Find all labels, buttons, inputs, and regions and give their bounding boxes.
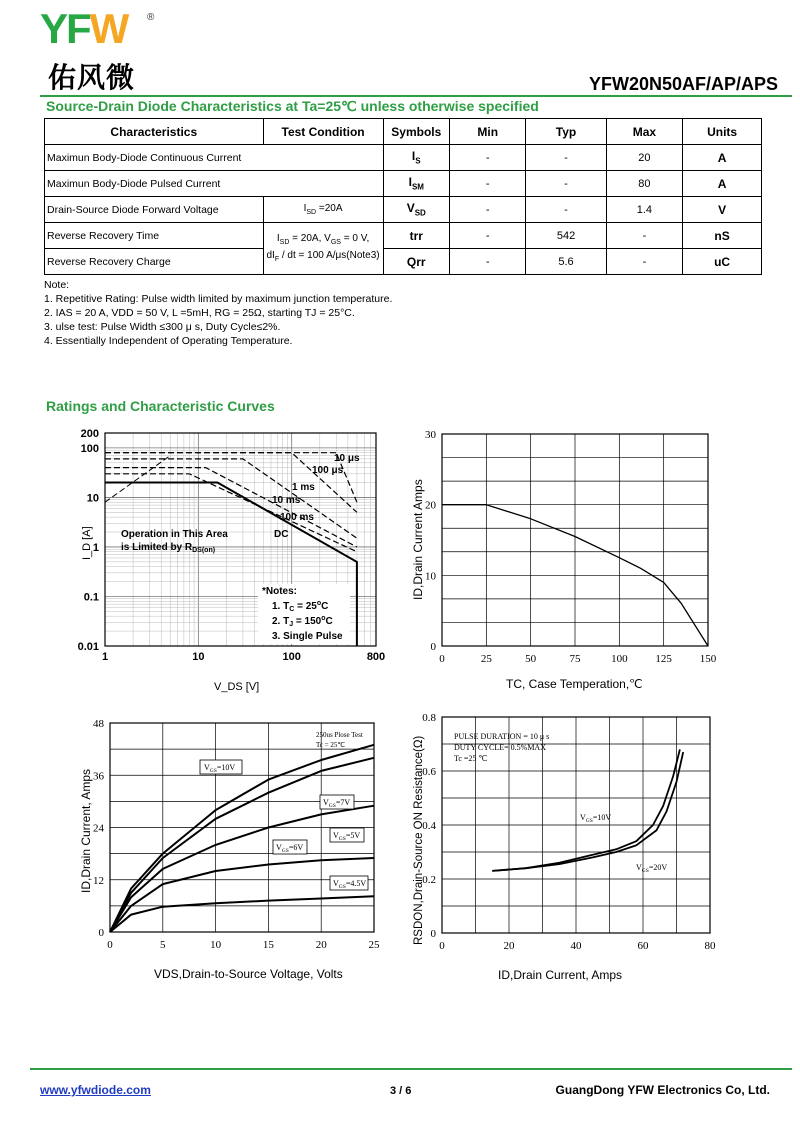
series-label: 1 ms — [292, 482, 315, 493]
soa-y-label: I_D [A] — [81, 526, 93, 560]
y-tick-label: 1 — [92, 541, 99, 554]
cell-unit: A — [683, 145, 762, 171]
cell-unit: nS — [683, 223, 762, 249]
soa-note-1: 1. $T_C = 25^oC$ — [272, 600, 329, 613]
series-label: 10 ms — [272, 495, 301, 506]
soa-notes-title: *Notes: — [262, 586, 298, 597]
cell-symbol: $V_{SD}$ — [383, 197, 449, 223]
x-tick-label: 10 — [210, 939, 222, 951]
x-tick-label: 75 — [569, 653, 581, 665]
x-tick-label: 100 — [282, 651, 301, 663]
x-tick-label: 25 — [480, 653, 492, 665]
cell-condition-merged: $I_{SD} = 20A$, $V_{GS} = 0$ V, $dI_F$ / dt = 100 A/μs(Note3) — [263, 223, 383, 275]
rdson-annotation-3: Tc =25 ℃ — [454, 754, 488, 763]
company-name: GuangDong YFW Electronics Co, Ltd. — [555, 1083, 770, 1097]
cell-characteristic: Maximun Body-Diode Continuous Current — [45, 145, 384, 171]
output-annotation-2: Tc = 25℃ — [316, 741, 346, 749]
x-tick-label: 0 — [439, 940, 445, 952]
rdson-x-label: ID,Drain Current, Amps — [498, 968, 623, 982]
website-link[interactable]: www.yfwdiode.com — [40, 1083, 151, 1097]
series-line — [492, 752, 683, 871]
soa-area-label-1: Operation in This Area — [121, 529, 228, 540]
output-x-label: VDS,Drain-to-Source Voltage, Volts — [154, 967, 343, 981]
y-tick-label: 0 — [98, 927, 104, 939]
x-tick-label: 20 — [503, 940, 515, 952]
cell-min: - — [449, 171, 525, 197]
col-header-test-condition: Test Condition — [263, 119, 383, 145]
notes-title: Note: — [44, 279, 70, 291]
part-number: YFW20N50AF/AP/APS — [588, 74, 778, 94]
y-tick-label: 0.6 — [422, 766, 436, 778]
cell-symbol: $I_S$ — [383, 145, 449, 171]
temp-x-label: TC, Case Temperation,℃ — [506, 677, 643, 691]
x-tick-label: 125 — [655, 653, 672, 665]
y-tick-label: 0.2 — [422, 874, 436, 886]
section-title-diode: Source-Drain Diode Characteristics at Ta=25℃ unless otherwise specified — [46, 98, 539, 114]
cell-unit: uC — [683, 249, 762, 275]
series-label: 100 μs — [312, 465, 344, 476]
temp-y-label: ID,Drain Current Amps — [411, 479, 425, 600]
cell-max: 20 — [606, 145, 683, 171]
note-item: 4. Essentially Independent of Operating Temperature. — [44, 335, 293, 347]
x-tick-label: 5 — [160, 939, 166, 951]
y-tick-label: 200 — [80, 428, 99, 440]
cell-min: - — [449, 249, 525, 275]
cell-min: - — [449, 223, 525, 249]
y-tick-label: 0.4 — [422, 820, 436, 832]
rdson-annotation-2: DUTY CYCLE= 0.5%MAX — [454, 743, 546, 752]
series-label: 10 μs — [334, 453, 360, 464]
y-tick-label: 10 — [425, 570, 436, 583]
cell-typ: - — [526, 197, 606, 223]
label-vgs45: $V_{GS}=4.5V$ — [333, 879, 367, 890]
series-label: 100 ms — [280, 512, 314, 523]
logo-text-w: W — [89, 5, 128, 52]
page-number: 3 / 6 — [390, 1085, 412, 1097]
series-line — [492, 749, 680, 871]
label-vgs10: $V_{GS}=10V$ — [204, 763, 236, 774]
col-header-typ: Typ — [526, 119, 606, 145]
cell-max: - — [606, 223, 683, 249]
x-tick-label: 100 — [611, 653, 628, 665]
y-tick-label: 20 — [425, 499, 436, 512]
y-tick-label: 24 — [93, 822, 104, 835]
cell-symbol: trr — [383, 223, 449, 249]
x-tick-label: 15 — [262, 939, 274, 951]
cell-characteristic: Reverse Recovery Time — [45, 223, 264, 249]
output-y-label: ID,Drain Current, Amps — [79, 768, 93, 893]
soa-note-2: 2. $T_J = 150^oC$ — [272, 615, 333, 628]
cell-symbol: Qrr — [383, 249, 449, 275]
cell-unit: V — [683, 197, 762, 223]
cell-max: 1.4 — [606, 197, 683, 223]
cell-typ: - — [526, 171, 606, 197]
x-tick-label: 40 — [570, 940, 582, 952]
y-tick-label: 30 — [425, 429, 436, 441]
soa-note-3: 3. Single Pulse — [272, 631, 343, 642]
note-item: 2. IAS = 20 A, VDD = 50 V, L =5mH, RG = 25Ω, starting TJ = 25°C. — [44, 307, 355, 319]
logo-chinese-name: 佑风微 — [48, 61, 136, 94]
rdson-y-label: RSDON,Drain-Source ON Resistance(Ω) — [413, 735, 425, 945]
soa-area-label-2: is Limited by $R_{DS(on)}$ — [121, 542, 216, 554]
note-item: 1. Repetitive Rating: Pulse width limited by maximum junction temperature. — [44, 293, 393, 305]
cell-characteristic: Maximun Body-Diode Pulsed Current — [45, 171, 384, 197]
x-tick-label: 25 — [368, 939, 380, 951]
x-tick-label: 800 — [366, 651, 386, 663]
y-tick-label: 0 — [430, 641, 436, 653]
col-header-characteristics: Characteristics — [45, 119, 264, 145]
x-tick-label: 0 — [107, 939, 113, 951]
y-tick-label: 0.8 — [422, 712, 436, 724]
label-vgs10: $V_{GS}=10V$ — [580, 813, 612, 824]
output-annotation-1: 250us Plose Test — [316, 731, 363, 739]
cell-typ: 542 — [526, 223, 606, 249]
cell-typ: 5.6 — [526, 249, 606, 275]
col-header-min: Min — [449, 119, 525, 145]
cell-min: - — [449, 145, 525, 171]
footer-divider — [30, 1068, 792, 1070]
x-tick-label: 80 — [704, 940, 716, 952]
cell-min: - — [449, 197, 525, 223]
cell-max: 80 — [606, 171, 683, 197]
cell-condition: $I_{SD} =20A$ — [263, 197, 383, 223]
x-tick-label: 20 — [315, 939, 327, 951]
x-tick-label: 1 — [101, 651, 109, 663]
logo-text-yf: YF — [40, 5, 90, 52]
x-tick-label: 60 — [637, 940, 649, 952]
cell-typ: - — [526, 145, 606, 171]
y-tick-label: 10 — [86, 492, 99, 505]
x-tick-label: 10 — [192, 651, 205, 663]
cell-symbol: $I_{SM}$ — [383, 171, 449, 197]
series-label: DC — [274, 529, 289, 540]
col-header-units: Units — [683, 119, 762, 145]
y-tick-label: 12 — [93, 874, 104, 887]
x-tick-label: 0 — [439, 653, 445, 665]
y-tick-label: 36 — [93, 770, 104, 783]
y-tick-label: 48 — [93, 718, 104, 730]
x-tick-label: 150 — [699, 653, 717, 665]
rdson-annotation-1: PULSE DURATION = 10 μ s — [454, 732, 550, 741]
label-vgs6: $V_{GS}=6V$ — [276, 843, 304, 854]
label-vgs5: $V_{GS}=5V$ — [333, 831, 361, 842]
cell-max: - — [606, 249, 683, 275]
cell-characteristic: Drain-Source Diode Forward Voltage — [45, 197, 264, 223]
x-tick-label: 50 — [525, 653, 537, 665]
col-header-max: Max — [606, 119, 683, 145]
y-tick-label: 0.1 — [83, 591, 99, 604]
registered-mark: ® — [147, 12, 155, 23]
label-vgs20: $V_{GS}=20V$ — [636, 863, 668, 874]
label-vgs7: $V_{GS}=7V$ — [323, 798, 351, 809]
note-item: 3. ulse test: Pulse Width ≤300 μ s, Duty Cycle≤2%. — [44, 321, 281, 333]
col-header-symbols: Symbols — [383, 119, 449, 145]
soa-x-label: V_DS [V] — [214, 681, 260, 693]
cell-unit: A — [683, 171, 762, 197]
y-tick-label: 100 — [80, 442, 99, 455]
y-tick-label: 0.01 — [77, 641, 99, 653]
cell-characteristic: Reverse Recovery Charge — [45, 249, 264, 275]
section-title-curves: Ratings and Characteristic Curves — [46, 398, 275, 414]
y-tick-label: 0 — [430, 928, 436, 940]
